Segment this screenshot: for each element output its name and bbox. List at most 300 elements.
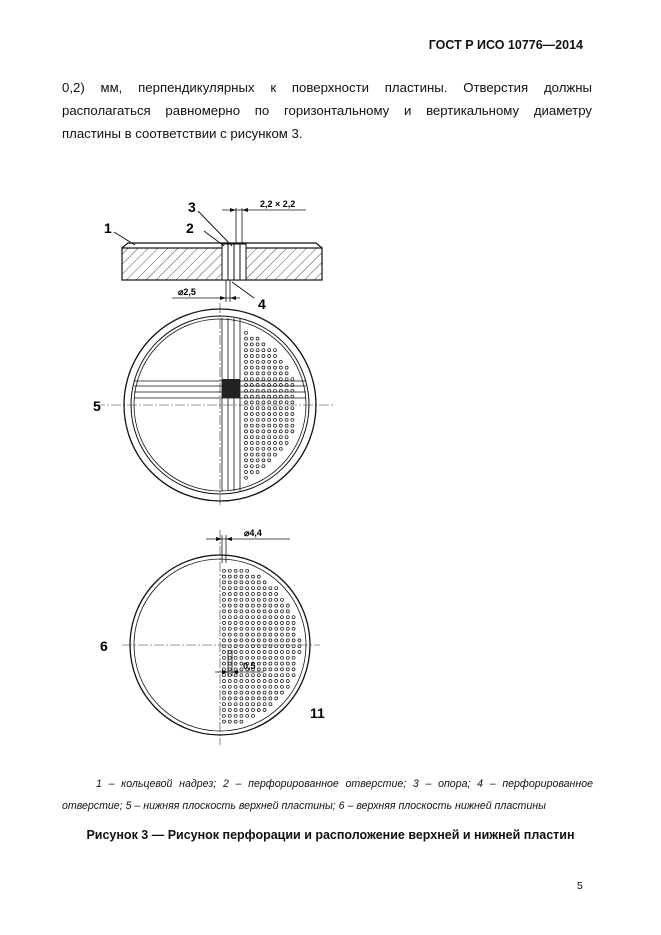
- perforation-hole: [279, 360, 282, 363]
- perforation-hole: [275, 662, 278, 665]
- perforation-hole: [250, 360, 253, 363]
- perforation-hole: [234, 616, 237, 619]
- perforation-hole: [257, 633, 260, 636]
- callout-4: 4: [258, 296, 266, 312]
- perforation-hole: [234, 668, 237, 671]
- perforation-hole: [256, 447, 259, 450]
- perforation-hole: [234, 639, 237, 642]
- perforation-hole: [245, 465, 248, 468]
- perforation-hole: [257, 610, 260, 613]
- perforation-hole: [286, 627, 289, 630]
- perforation-hole: [252, 587, 255, 590]
- perforation-hole: [245, 355, 248, 358]
- perforation-hole: [268, 407, 271, 410]
- perforation-hole: [228, 593, 231, 596]
- perforation-hole: [250, 407, 253, 410]
- perforation-hole: [245, 372, 248, 375]
- perforation-hole: [240, 680, 243, 683]
- perforation-hole: [257, 604, 260, 607]
- perforation-hole: [275, 593, 278, 596]
- perforation-hole: [275, 633, 278, 636]
- perforation-hole: [246, 610, 249, 613]
- perforation-hole: [281, 610, 284, 613]
- perforation-hole: [228, 575, 231, 578]
- perforation-hole: [281, 656, 284, 659]
- document-header: ГОСТ Р ИСО 10776—2014: [428, 38, 583, 52]
- perforation-hole: [298, 639, 301, 642]
- perforation-hole: [234, 622, 237, 625]
- perforation-hole: [252, 714, 255, 717]
- perforation-hole: [281, 639, 284, 642]
- perforation-hole: [263, 685, 266, 688]
- perforation-hole: [275, 674, 278, 677]
- perforation-hole: [281, 616, 284, 619]
- perforation-hole: [279, 442, 282, 445]
- perforation-hole: [292, 651, 295, 654]
- perforation-hole: [286, 668, 289, 671]
- perforation-hole: [223, 709, 226, 712]
- perforation-hole: [234, 685, 237, 688]
- perforation-hole: [234, 598, 237, 601]
- perforation-hole: [246, 680, 249, 683]
- perforation-hole: [240, 587, 243, 590]
- perforation-hole: [245, 471, 248, 474]
- perforation-hole: [274, 430, 277, 433]
- perforation-hole: [263, 627, 266, 630]
- perforation-hole: [240, 651, 243, 654]
- perforation-hole: [250, 378, 253, 381]
- perforation-hole: [291, 378, 294, 381]
- perforation-hole: [279, 378, 282, 381]
- perforation-hole: [281, 651, 284, 654]
- perforation-hole: [268, 430, 271, 433]
- perforation-hole: [268, 413, 271, 416]
- perforation-hole: [240, 656, 243, 659]
- perforation-hole: [268, 378, 271, 381]
- perforation-hole: [275, 639, 278, 642]
- perforation-hole: [285, 430, 288, 433]
- perforation-hole: [275, 622, 278, 625]
- perforation-hole: [234, 714, 237, 717]
- dimension-gap-0-5: 0,5: [243, 661, 256, 671]
- perforation-hole: [223, 604, 226, 607]
- perforation-hole: [256, 401, 259, 404]
- perforation-hole: [252, 627, 255, 630]
- perforation-hole: [268, 447, 271, 450]
- perforation-hole: [269, 691, 272, 694]
- perforation-hole: [269, 656, 272, 659]
- perforation-hole: [263, 697, 266, 700]
- perforation-hole: [228, 691, 231, 694]
- perforation-hole: [228, 709, 231, 712]
- perforation-hole: [252, 680, 255, 683]
- perforation-hole: [268, 453, 271, 456]
- perforation-hole: [285, 366, 288, 369]
- perforation-hole: [245, 459, 248, 462]
- perforation-hole: [263, 581, 266, 584]
- perforation-hole: [256, 471, 259, 474]
- perforation-hole: [245, 331, 248, 334]
- perforation-hole: [269, 616, 272, 619]
- perforation-hole: [234, 674, 237, 677]
- callout-11: 11: [310, 705, 325, 721]
- figure-legend: 1 – кольцевой надрез; 2 – перфорированное отверстие; 3 – опора; 4 – перфорированное отверстие; 5 – нижняя плоскость верхней пластины; 6 – верхняя плоскость нижней пластины: [62, 778, 593, 812]
- perforation-hole: [269, 668, 272, 671]
- perforation-hole: [279, 418, 282, 421]
- perforation-hole: [234, 604, 237, 607]
- perforation-hole: [246, 622, 249, 625]
- perforation-hole: [274, 424, 277, 427]
- perforation-hole: [263, 674, 266, 677]
- perforation-hole: [263, 703, 266, 706]
- perforation-hole: [240, 616, 243, 619]
- perforation-hole: [292, 668, 295, 671]
- callout-1: 1: [104, 220, 112, 236]
- callout-5: 5: [93, 398, 101, 414]
- perforation-hole: [240, 633, 243, 636]
- perforation-hole: [268, 459, 271, 462]
- perforation-hole: [228, 680, 231, 683]
- perforation-hole: [291, 413, 294, 416]
- perforation-hole: [245, 366, 248, 369]
- perforation-hole: [240, 569, 243, 572]
- perforation-hole: [246, 627, 249, 630]
- perforation-hole: [250, 366, 253, 369]
- perforation-hole: [269, 610, 272, 613]
- perforation-hole: [246, 703, 249, 706]
- perforation-hole: [246, 651, 249, 654]
- perforation-hole: [245, 430, 248, 433]
- perforation-hole: [257, 581, 260, 584]
- perforation-hole: [274, 413, 277, 416]
- perforation-hole: [286, 680, 289, 683]
- perforation-hole: [252, 581, 255, 584]
- perforation-hole: [263, 709, 266, 712]
- perforation-hole: [245, 418, 248, 421]
- perforation-hole: [279, 372, 282, 375]
- perforation-hole: [252, 651, 255, 654]
- perforation-hole: [269, 685, 272, 688]
- perforation-hole: [257, 627, 260, 630]
- perforation-hole: [292, 645, 295, 648]
- perforation-hole: [274, 436, 277, 439]
- perforation-hole: [262, 436, 265, 439]
- perforation-hole: [228, 639, 231, 642]
- perforation-hole: [256, 442, 259, 445]
- perforation-hole: [274, 372, 277, 375]
- perforation-hole: [240, 627, 243, 630]
- perforation-hole: [223, 633, 226, 636]
- perforation-hole: [245, 424, 248, 427]
- perforation-hole: [269, 604, 272, 607]
- perforation-hole: [286, 674, 289, 677]
- perforation-hole: [262, 372, 265, 375]
- perforation-hole: [246, 685, 249, 688]
- perforation-hole: [228, 581, 231, 584]
- perforation-hole: [245, 413, 248, 416]
- perforation-hole: [262, 453, 265, 456]
- perforation-hole: [262, 355, 265, 358]
- perforation-hole: [223, 610, 226, 613]
- perforation-hole: [228, 651, 231, 654]
- perforation-hole: [291, 401, 294, 404]
- perforation-hole: [263, 610, 266, 613]
- perforation-hole: [228, 587, 231, 590]
- perforation-hole: [228, 622, 231, 625]
- perforation-hole: [286, 656, 289, 659]
- perforation-hole: [245, 343, 248, 346]
- perforation-hole: [262, 442, 265, 445]
- perforation-hole: [286, 651, 289, 654]
- perforation-hole: [268, 360, 271, 363]
- perforation-hole: [263, 598, 266, 601]
- perforation-hole: [252, 639, 255, 642]
- perforation-hole: [274, 442, 277, 445]
- perforation-hole: [257, 639, 260, 642]
- perforation-hole: [234, 587, 237, 590]
- perforation-hole: [268, 349, 271, 352]
- perforation-hole: [256, 343, 259, 346]
- perforation-hole: [246, 575, 249, 578]
- perforation-hole: [234, 627, 237, 630]
- perforation-hole: [256, 453, 259, 456]
- perforation-hole: [250, 343, 253, 346]
- perforation-hole: [262, 459, 265, 462]
- perforation-hole: [257, 668, 260, 671]
- perforation-hole: [246, 633, 249, 636]
- perforation-hole: [262, 447, 265, 450]
- callout-3: 3: [188, 199, 196, 215]
- perforation-hole: [246, 697, 249, 700]
- perforation-hole: [286, 662, 289, 665]
- perforation-hole: [252, 616, 255, 619]
- perforation-hole: [252, 575, 255, 578]
- perforation-hole: [291, 407, 294, 410]
- perforation-hole: [281, 691, 284, 694]
- perforation-hole: [269, 593, 272, 596]
- perforation-hole: [246, 587, 249, 590]
- perforation-hole: [286, 616, 289, 619]
- perforation-hole: [240, 622, 243, 625]
- perforation-hole: [250, 459, 253, 462]
- perforation-hole: [257, 598, 260, 601]
- perforation-hole: [286, 610, 289, 613]
- perforation-hole: [262, 360, 265, 363]
- callout-2: 2: [186, 220, 194, 236]
- perforation-hole: [223, 622, 226, 625]
- perforation-hole: [228, 656, 231, 659]
- perforation-hole: [292, 656, 295, 659]
- perforation-hole: [292, 639, 295, 642]
- perforation-hole: [279, 407, 282, 410]
- perforation-hole: [268, 355, 271, 358]
- perforation-hole: [223, 703, 226, 706]
- perforation-hole: [234, 680, 237, 683]
- perforation-hole: [252, 633, 255, 636]
- perforation-hole: [256, 366, 259, 369]
- perforation-hole: [250, 471, 253, 474]
- perforation-hole: [223, 598, 226, 601]
- perforation-hole: [240, 685, 243, 688]
- perforation-hole: [252, 598, 255, 601]
- perforation-hole: [268, 436, 271, 439]
- perforation-hole: [228, 645, 231, 648]
- perforation-hole: [223, 720, 226, 723]
- perforation-hole: [223, 662, 226, 665]
- perforation-hole: [269, 627, 272, 630]
- perforation-hole: [286, 622, 289, 625]
- perforation-hole: [281, 627, 284, 630]
- perforation-hole: [246, 674, 249, 677]
- perforation-hole: [286, 604, 289, 607]
- perforation-hole: [263, 633, 266, 636]
- callout-6: 6: [100, 638, 108, 654]
- perforation-hole: [262, 349, 265, 352]
- perforation-hole: [228, 703, 231, 706]
- perforation-hole: [256, 465, 259, 468]
- perforation-hole: [256, 413, 259, 416]
- perforation-hole: [240, 720, 243, 723]
- perforation-hole: [269, 633, 272, 636]
- perforation-hole: [292, 662, 295, 665]
- perforation-hole: [234, 569, 237, 572]
- perforation-hole: [281, 604, 284, 607]
- perforation-hole: [281, 668, 284, 671]
- perforation-hole: [279, 366, 282, 369]
- perforation-hole: [228, 674, 231, 677]
- perforation-hole: [245, 436, 248, 439]
- perforation-hole: [256, 355, 259, 358]
- perforation-hole: [263, 645, 266, 648]
- perforation-hole: [257, 651, 260, 654]
- perforation-hole: [228, 697, 231, 700]
- perforation-hole: [257, 587, 260, 590]
- perforation-hole: [250, 453, 253, 456]
- perforation-hole: [246, 616, 249, 619]
- perforation-hole: [234, 593, 237, 596]
- perforation-hole: [250, 401, 253, 404]
- dimension-hole-pitch: 2,2 × 2,2: [260, 199, 296, 209]
- perforation-hole: [228, 685, 231, 688]
- perforation-hole: [252, 610, 255, 613]
- perforation-hole: [245, 349, 248, 352]
- perforation-hole: [279, 447, 282, 450]
- perforation-hole: [223, 587, 226, 590]
- perforation-hole: [279, 424, 282, 427]
- dimension-diam-4-4: ⌀4,4: [244, 528, 262, 538]
- perforation-hole: [246, 604, 249, 607]
- perforation-hole: [234, 656, 237, 659]
- perforation-hole: [286, 685, 289, 688]
- page-number: 5: [577, 880, 583, 892]
- perforation-hole: [252, 709, 255, 712]
- perforation-hole: [262, 343, 265, 346]
- perforation-hole: [257, 622, 260, 625]
- perforation-hole: [250, 337, 253, 340]
- perforation-hole: [281, 674, 284, 677]
- perforation-hole: [246, 598, 249, 601]
- perforation-hole: [269, 598, 272, 601]
- perforation-hole: [269, 662, 272, 665]
- perforation-hole: [274, 453, 277, 456]
- perforation-hole: [240, 691, 243, 694]
- perforation-hole: [250, 413, 253, 416]
- perforation-hole: [240, 581, 243, 584]
- perforation-hole: [274, 401, 277, 404]
- perforation-hole: [234, 709, 237, 712]
- perforation-hole: [285, 413, 288, 416]
- perforation-hole: [245, 476, 248, 479]
- perforation-hole: [263, 639, 266, 642]
- perforation-hole: [223, 691, 226, 694]
- perforation-hole: [257, 709, 260, 712]
- perforation-hole: [245, 401, 248, 404]
- perforation-hole: [263, 691, 266, 694]
- perforation-hole: [240, 709, 243, 712]
- perforation-hole: [269, 651, 272, 654]
- perforation-hole: [246, 581, 249, 584]
- perforation-hole: [262, 430, 265, 433]
- perforation-hole: [269, 680, 272, 683]
- perforation-hole: [240, 598, 243, 601]
- perforation-hole: [240, 604, 243, 607]
- perforation-hole: [252, 604, 255, 607]
- perforation-hole: [274, 366, 277, 369]
- perforation-hole: [240, 593, 243, 596]
- perforation-hole: [274, 418, 277, 421]
- perforation-hole: [240, 697, 243, 700]
- perforation-hole: [250, 436, 253, 439]
- perforation-hole: [252, 593, 255, 596]
- perforation-hole: [234, 691, 237, 694]
- perforation-hole: [234, 703, 237, 706]
- perforation-hole: [263, 616, 266, 619]
- perforation-hole: [257, 697, 260, 700]
- perforation-hole: [228, 720, 231, 723]
- perforation-hole: [262, 401, 265, 404]
- perforation-hole: [263, 680, 266, 683]
- perforation-hole: [275, 604, 278, 607]
- perforation-hole: [240, 610, 243, 613]
- perforation-hole: [252, 674, 255, 677]
- perforation-hole: [246, 639, 249, 642]
- perforation-hole: [223, 668, 226, 671]
- perforation-hole: [228, 714, 231, 717]
- perforation-hole: [262, 418, 265, 421]
- perforation-hole: [223, 575, 226, 578]
- perforation-hole: [268, 372, 271, 375]
- perforation-hole: [257, 593, 260, 596]
- perforation-hole: [223, 714, 226, 717]
- perforation-hole: [256, 459, 259, 462]
- perforation-hole: [257, 575, 260, 578]
- perforation-hole: [292, 627, 295, 630]
- perforation-hole: [275, 627, 278, 630]
- perforation-hole: [234, 662, 237, 665]
- perforation-hole: [298, 651, 301, 654]
- plate-cross-section: [122, 208, 322, 302]
- perforation-hole: [256, 349, 259, 352]
- perforation-hole: [256, 424, 259, 427]
- figure-title: Рисунок 3 — Рисунок перфорации и расположение верхней и нижней пластин: [86, 828, 575, 842]
- perforation-hole: [263, 662, 266, 665]
- perforation-hole: [274, 447, 277, 450]
- perforation-hole: [246, 709, 249, 712]
- perforation-hole: [275, 691, 278, 694]
- perforation-hole: [256, 360, 259, 363]
- perforation-hole: [250, 430, 253, 433]
- perforation-hole: [250, 418, 253, 421]
